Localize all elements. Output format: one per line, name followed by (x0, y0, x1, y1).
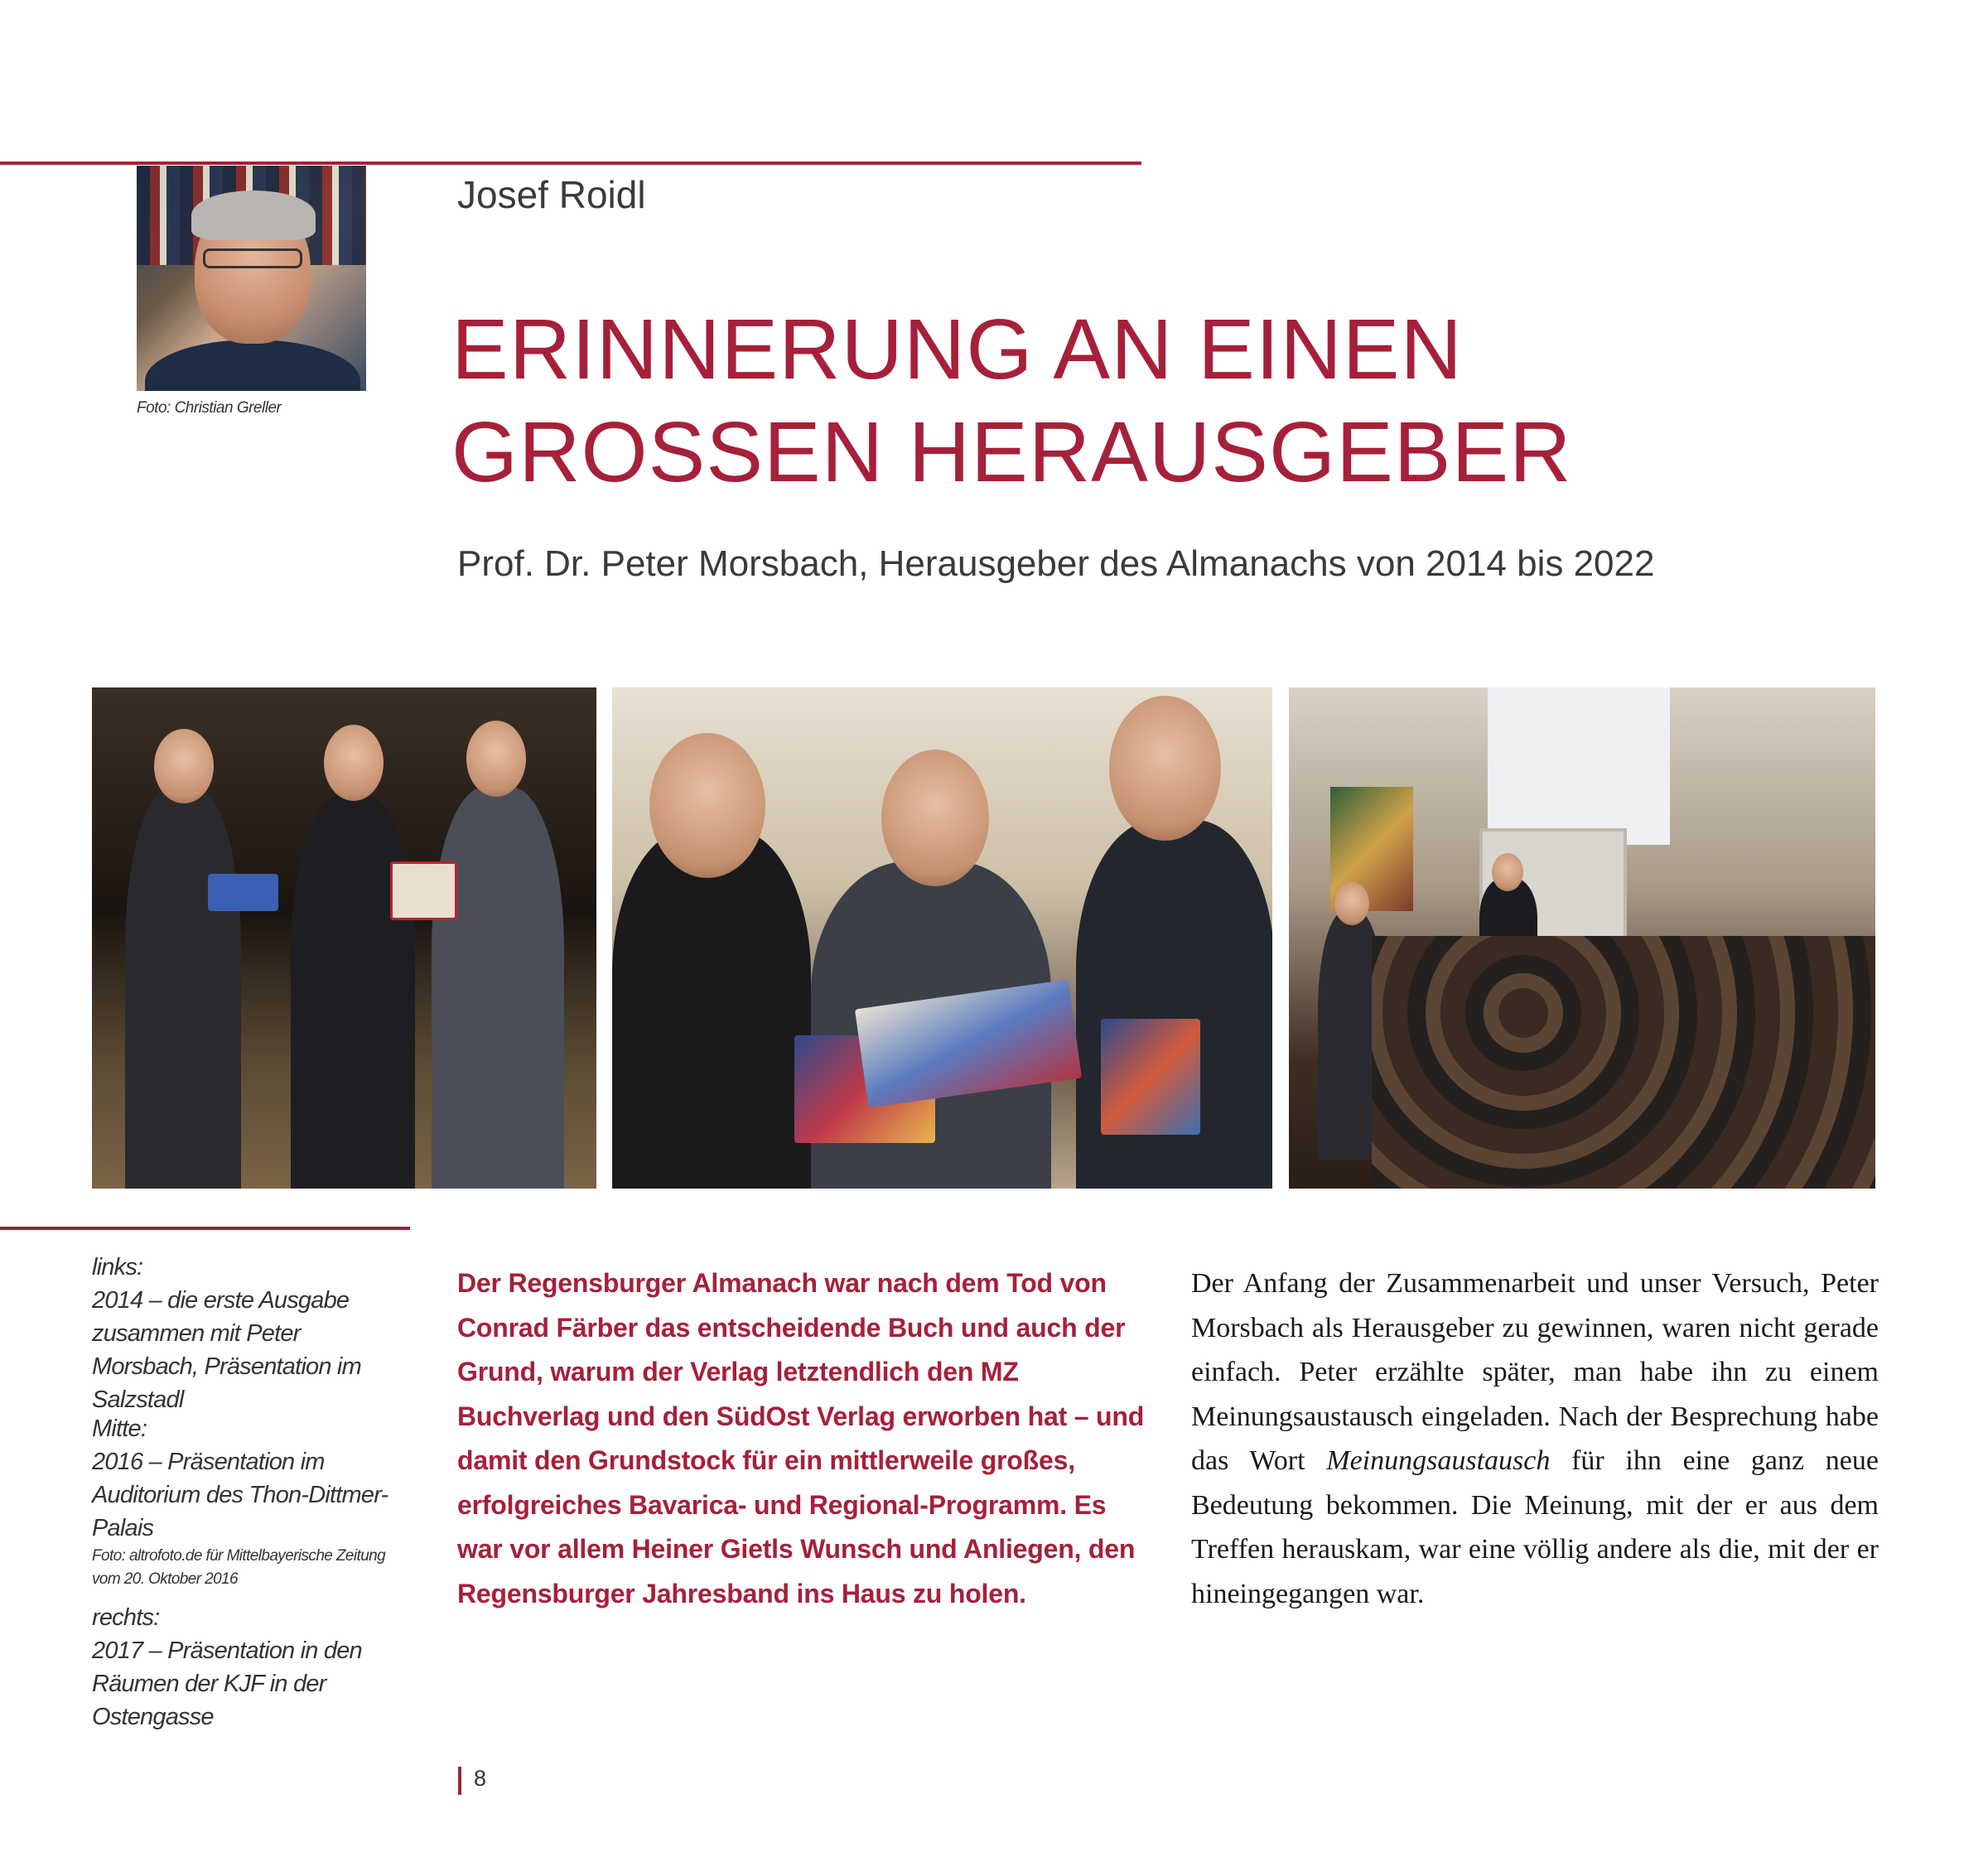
photo-presentation-2016 (612, 687, 1272, 1189)
person-left (125, 787, 241, 1189)
page-number-bar (458, 1767, 461, 1795)
speaker-head (1492, 853, 1523, 891)
caption-middle-text: 2016 – Präsentation im Auditorium des Thon-Dittmer-Palais (92, 1449, 388, 1541)
almanac-book-right (1101, 1019, 1200, 1135)
body-paragraph (1191, 1261, 1879, 1616)
portrait-glasses (203, 248, 302, 268)
caption-left (92, 1251, 407, 1416)
body-text-emphasis: Meinungsaustausch (1326, 1445, 1551, 1476)
person-left (612, 828, 811, 1189)
headline-line-2: GROSSEN HERAUSGEBER (451, 404, 1572, 499)
lead-paragraph: Der Regensburger Almanach war nach dem Tod von Conrad Färber das entscheidende Buch und auch der Grund, warum der Verlag letztendlich den MZ Buchverlag und den SüdOst Verlag erworben hat – und damit den Grundstock für ein mittlerweile großes, erfolgreiches Bavarica- und Regional-Programm. Es war vor allem Heiner Gietls Wunsch und Anliegen, den Regensburger Jahresband ins Haus zu holen. (457, 1268, 1145, 1608)
author-name: Josef Roidl (457, 173, 646, 216)
person-center-head (324, 725, 384, 801)
seated-audience (1372, 936, 1875, 1189)
hall-window (1488, 687, 1670, 845)
caption-middle-credit: Foto: altrofoto.de für Mittelbayerische Zeitung vom 20. Oktober 2016 (92, 1547, 386, 1588)
portrait-hair (191, 191, 316, 240)
headline (451, 298, 1572, 504)
person-right (432, 787, 564, 1189)
photo-credit: Foto: Christian Greller (137, 399, 282, 417)
subtitle: Prof. Dr. Peter Morsbach, Herausgeber des Almanachs von 2014 bis 2022 (457, 543, 1655, 584)
photo-presentation-2017 (1289, 687, 1875, 1189)
caption-middle-label: Mitte: (92, 1416, 147, 1442)
gift-book-blue (208, 874, 278, 911)
caption-left-text: 2014 – die erste Ausgabe zusammen mit Peter Morsbach, Präsentation im Salzstadl (92, 1287, 361, 1413)
person-right-head (1109, 696, 1221, 841)
person-center-head (881, 750, 989, 886)
gift-book-red-ribbon (390, 861, 457, 920)
caption-rule (0, 1227, 410, 1230)
body-text-part-2: für ihn eine ganz neue Bedeutung bekommen. Die Meinung, mit der er aus dem Treffen herauskam, war eine völlig andere als die, mit der er hineingegangen war. (1191, 1445, 1879, 1609)
person-left-head (649, 733, 765, 878)
author-portrait-photo (137, 166, 366, 391)
portrait-shoulders (145, 340, 360, 391)
headline-line-1: ERINNERUNG AN EINEN (451, 301, 1463, 397)
photo-presentation-2014 (92, 687, 596, 1189)
caption-right-text: 2017 – Präsentation in den Räumen der KJF in der Ostengasse (92, 1637, 362, 1730)
body-text-part-1: Der Anfang der Zusammenarbeit und unser Versuch, Peter Morsbach als Herausgeber zu gewinnen, waren nicht gerade einfach. Peter erzählte später, man habe ihn zu einem Meinungsaustausch eingeladen. Nach der Besprechung habe das Wort (1191, 1268, 1879, 1476)
caption-right (92, 1601, 407, 1734)
standing-guest-head (1334, 882, 1369, 925)
page-number: 8 (474, 1766, 487, 1791)
person-left-head (154, 729, 214, 803)
person-center (291, 795, 415, 1189)
caption-left-label: links: (92, 1254, 143, 1280)
top-rule (0, 162, 1141, 165)
caption-right-label: rechts: (92, 1604, 160, 1631)
person-right-head (466, 721, 526, 797)
caption-middle (92, 1412, 411, 1591)
